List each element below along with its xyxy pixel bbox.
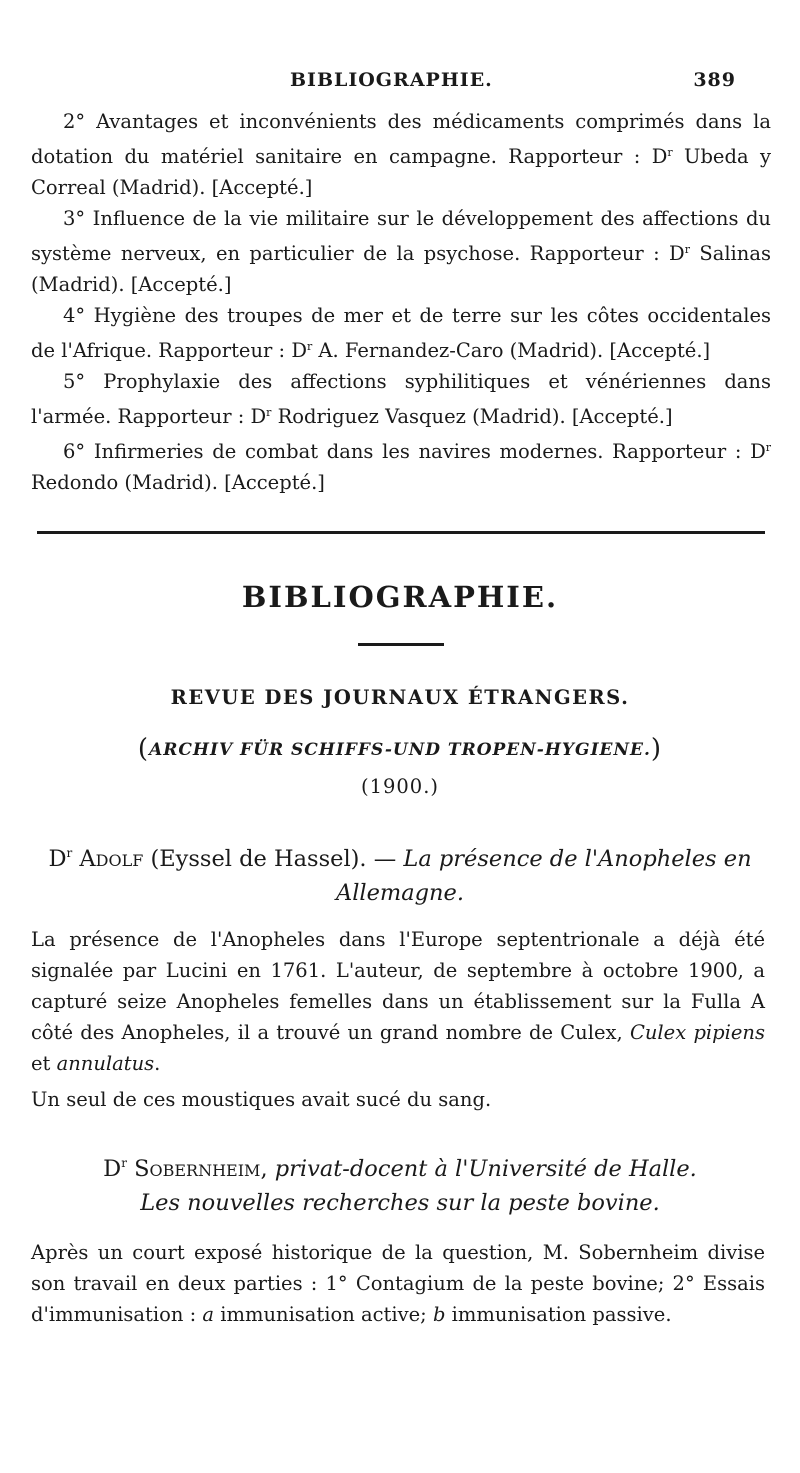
article-title: La présence de l'Anopheles en Allemagne. bbox=[335, 846, 752, 906]
list-item: 4° Hygiène des troupes de mer et de terre sur les côtes occidentales de l'Afrique. Rapporteur : $D^r$ A. Fernandez-Caro (Madrid). [Accepté.] bbox=[31, 304, 771, 362]
page-number: 389 bbox=[693, 69, 736, 91]
congress-topics-list bbox=[31, 106, 771, 498]
author-affiliation: privat-docent à l'Université de Halle. bbox=[274, 1156, 697, 1182]
section-divider bbox=[37, 531, 765, 534]
article-title: Les nouvelles recherches sur la peste bovine. bbox=[140, 1190, 660, 1216]
entry-heading: $D^r$ Sobernheim, privat-docent à l'Université de Halle. Les nouvelles recherches sur la peste bovine. bbox=[103, 1156, 697, 1216]
author-name: Adolf bbox=[79, 846, 144, 872]
list-item: 5° Prophylaxie des affections syphilitiques et vénériennes dans l'armée. Rapporteur : $D^r$ Rodriguez Vasquez (Madrid). [Accepté.] bbox=[31, 370, 771, 428]
author-name: Sobernheim bbox=[134, 1156, 261, 1182]
entry-heading: $D^r$ Adolf (Eyssel de Hassel). — La présence de l'Anopheles en Allemagne. bbox=[48, 846, 752, 906]
entry-paragraph: La présence de l'Anopheles dans l'Europe septentrionale a déjà été signalée par Lucini en 1761. L'auteur, de septembre à octobre 1900, a capturé seize Anopheles femelles dans un établissement sur la Fulla A côté des Anopheles, il a trouvé un grand nombre de Culex, Culex pipiens et annulatus. bbox=[31, 928, 765, 1075]
page-header bbox=[290, 62, 736, 98]
entry-paragraph: Après un court exposé historique de la question, M. Sobernheim divise son travail en deux parties : 1° Contagium de la peste bovine; 2° Essais d'immunisation : a immunisation active; b immunisation passive. bbox=[31, 1241, 765, 1326]
subsection-title: REVUE DES JOURNAUX ÉTRANGERS. bbox=[170, 686, 630, 709]
list-item: 6° Infirmeries de combat dans les navires modernes. Rapporteur : $D^r$ Redondo (Madrid). [Accepté.] bbox=[31, 440, 771, 494]
list-item: 3° Influence de la vie militaire sur le développement des affections du système nerveux, en particulier de la psychose. Rapporteur : $D^r$ Salinas (Madrid). [Accepté.] bbox=[31, 207, 771, 296]
journal-name: (ARCHIV FÜR SCHIFFS-UND TROPEN-HYGIENE.) bbox=[137, 734, 663, 764]
running-title: BIBLIOGRAPHIE. bbox=[290, 69, 493, 91]
section-title: BIBLIOGRAPHIE. bbox=[241, 580, 559, 614]
title-underline bbox=[358, 643, 444, 646]
list-item: 2° Avantages et inconvénients des médicaments comprimés dans la dotation du matériel sanitaire en campagne. Rapporteur : $D^r$ Ubeda y Correal (Madrid). [Accepté.] bbox=[31, 110, 771, 199]
journal-year: (1900.) bbox=[360, 775, 440, 798]
entry-paragraph: Un seul de ces moustiques avait sucé du sang. bbox=[31, 1088, 492, 1111]
